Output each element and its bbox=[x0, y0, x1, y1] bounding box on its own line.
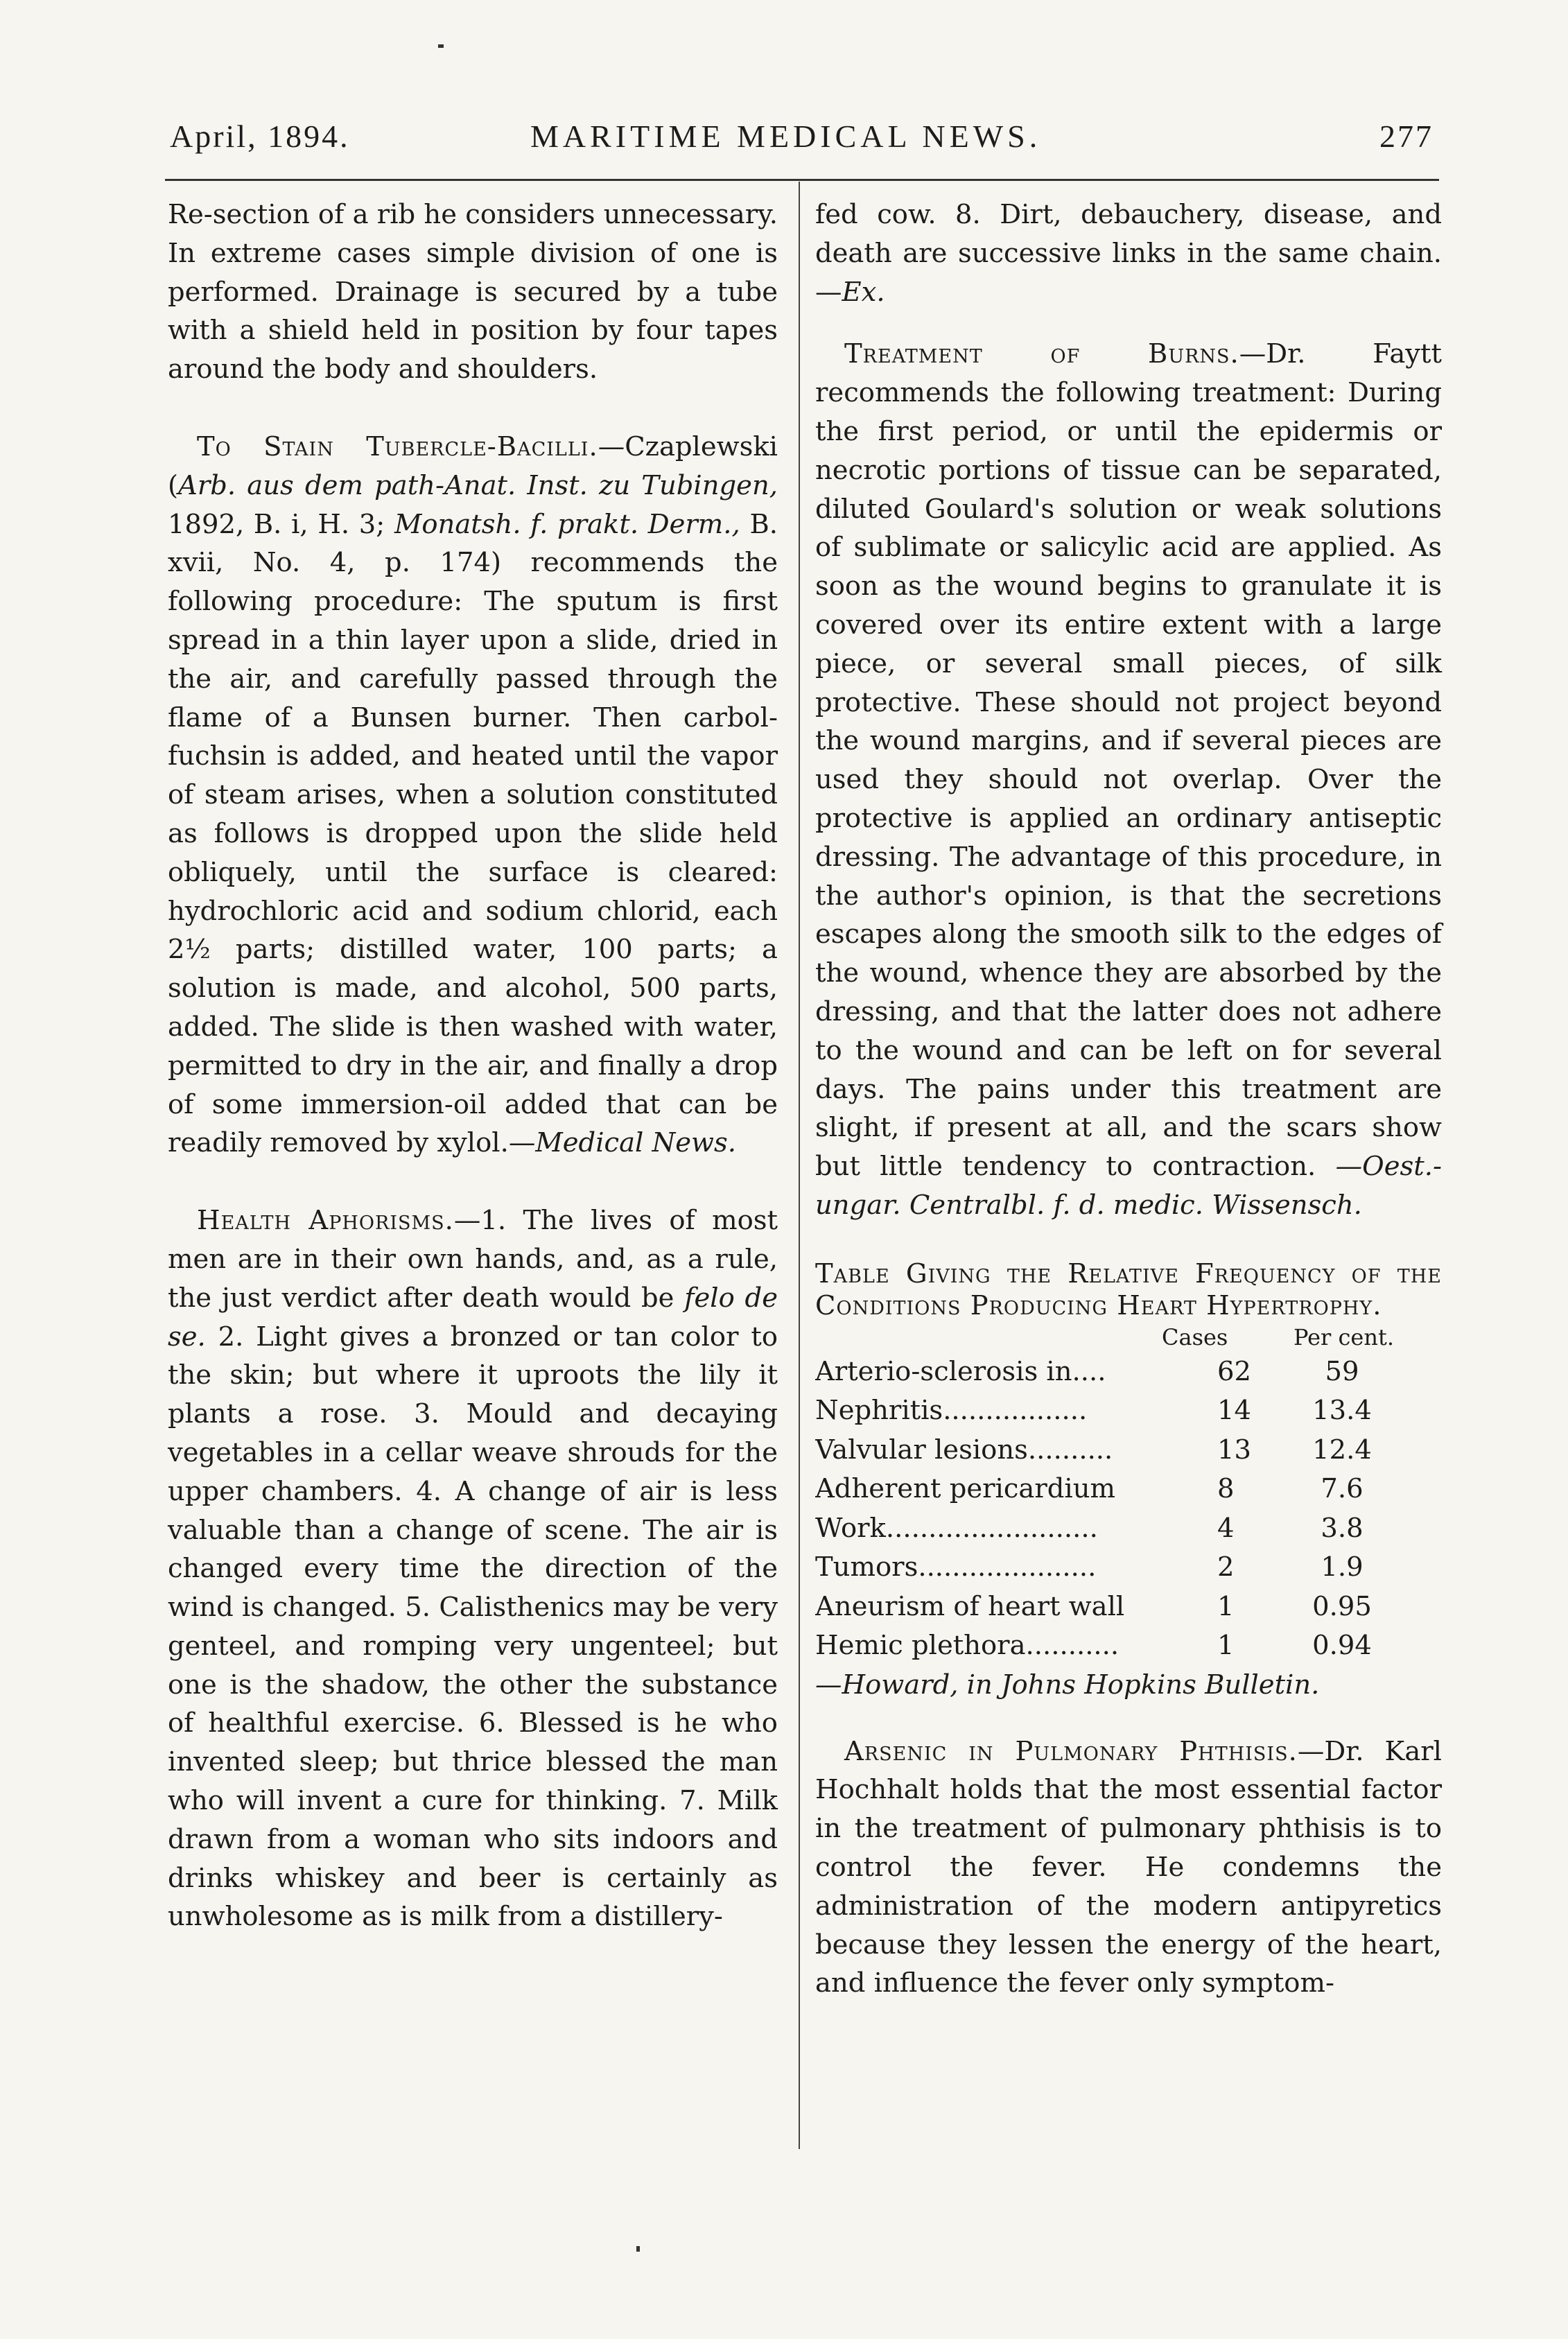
aphorisms-body: 2. Light gives a bronzed or tan color to the skin; but where it uproots the lily it plants a rose. 3. Mould and decaying vegetables in a cellar weave shrouds for the upper chambers. 4. A change of air is less valuable than a change of scene. The air is changed every time the direction of the wind is changed. 5. Calisthenics may be very genteel, and romping very ungenteel; but one is the shadow, the other the substance of healthful exercise. 6. Blessed is he who invented sleep; but thrice blessed the man who will invent a cure for thinking. 7. Milk drawn from a woman who sits indoors and drinks whiskey and beer is certainly as unwholesome as is milk from a distillery- bbox=[168, 1321, 778, 1933]
table-row: Hemic plethora........... 1 0.94 bbox=[815, 1630, 1372, 1662]
header-rule bbox=[165, 179, 1439, 181]
page-number: 277 bbox=[1379, 119, 1434, 154]
running-header bbox=[0, 118, 1568, 166]
aphorisms-continuation: fed cow. 8. Dirt, debauchery, disease, and death are successive links in the same chain.—Ex. bbox=[815, 199, 1442, 308]
table-row: Arterio-sclerosis in.... 62 59 bbox=[815, 1355, 1359, 1387]
table-row: Aneurism of heart wall 1 0.95 bbox=[815, 1590, 1372, 1622]
resection-paragraph: Re-section of a rib he considers unnecessary. In extreme cases simple division of one is performed. Drainage is secured by a tube with a shield held in position by four tapes around the body and shoulders. bbox=[168, 199, 778, 385]
column-divider bbox=[799, 182, 800, 2149]
issue-date: April, 1894. bbox=[170, 119, 350, 154]
journal-title: MARITIME MEDICAL NEWS. bbox=[530, 119, 1042, 154]
table-credit: —Howard, in Johns Hopkins Bulletin. bbox=[815, 1669, 1320, 1701]
stain-heading: To Stain Tubercle-Bacilli. bbox=[197, 431, 598, 462]
arsenic-heading: Arsenic in Pulmonary Phthisis. bbox=[844, 1735, 1298, 1767]
table-row: Valvular lesions.......... 13 12.4 bbox=[815, 1434, 1372, 1466]
stain-article: To Stain Tubercle-Bacilli.—Czaplewski (Arb. aus dem path-Anat. Inst. zu Tubingen, 1892, B. i, H. 3; Monatsh. f. prakt. Derm., B. xvii, No. 4, p. 174) recommends the following procedure: The sputum is first spread in a thin layer upon a slide, dried in the air, and carefully passed through the flame of a Bunsen burner. Then carbol-fuchsin is added, and heated until the vapor of steam arises, when a solution constituted as follows is dropped upon the slide held obliquely, until the surface is cleared: hydrochloric acid and sodium chlorid, each 2½ parts; distilled water, 100 parts; a solution is made, and alcohol, 500 parts, added. The slide is then washed with water, permitted to dry in the air, and finally a drop of some immersion-oil added that can be readily removed by xylol.—Medical News. bbox=[168, 431, 778, 1159]
stain-reference: Arb. aus dem path-Anat. Inst. zu Tubingen, bbox=[178, 469, 778, 501]
print-speck bbox=[636, 2246, 640, 2252]
table-row: Nephritis................. 14 13.4 bbox=[815, 1395, 1372, 1427]
col-cases-header: Cases bbox=[1162, 1323, 1228, 1350]
aphorisms-article: Health Aphorisms.—1. The lives of most men are in their own hands, and, as a rule, the just verdict after death would be felo de se. 2. Light gives a bronzed or tan color to the skin; but where it uproots the lily it plants a rose. 3. Mould and decaying vegetables in a cellar weave shrouds for the upper chambers. 4. A change of air is less valuable than a change of scene. The air is changed every time the direction of the wind is changed. 5. Calisthenics may be very genteel, and romping very ungenteel; but one is the shadow, the other the substance of healthful exercise. 6. Blessed is he who invented sleep; but thrice blessed the man who will invent a cure for thinking. 7. Milk drawn from a woman who sits indoors and drinks whiskey and beer is certainly as unwholesome as is milk from a distillery- bbox=[168, 1205, 778, 1933]
col-percent-header: Per cent. bbox=[1293, 1323, 1394, 1350]
burns-body: —Dr. Faytt recommends the following treatment: During the first period, or until the epidermis or necrotic portions of tissue can be separated, diluted Goulard's solution or weak solutions of sublimate or salicylic acid are applied. As soon as the wound begins to granulate it is covered over its entire extent with a large piece, or several small pieces, of silk protective. These should not project beyond the wound margins, and if several pieces are used they should not overlap. Over the protective is applied an ordinary antiseptic dressing. The advantage of this procedure, in the author's opinion, is that the secretions escapes along the smooth silk to the edges of the wound, whence they are absorbed by the dressing, and that the latter does not adhere to the wound and can be left on for several days. The pains under this treatment are slight, if present at all, and the scars show but little tendency to contraction. bbox=[815, 338, 1442, 1183]
stain-body: B. xvii, No. 4, p. 174) recommends the following procedure: The sputum is first spread in a thin layer upon a slide, dried in the air, and carefully passed through the flame of a Bunsen burner. Then carbol-fuchsin is added, and heated until the vapor of steam arises, when a solution constituted as follows is dropped upon the slide held obliquely, until the surface is cleared: hydrochloric acid and sodium chlorid, each 2½ parts; distilled water, 100 parts; a solution is made, and alcohol, 500 parts, added. The slide is then washed with water, permitted to dry in the air, and finally a drop of some immersion-oil added that can be readily removed by xylol.— bbox=[168, 508, 778, 1159]
burns-source: —Oest.-ungar. Centralbl. f. d. medic. Wissensch. bbox=[815, 1151, 1442, 1221]
burns-article bbox=[815, 335, 1442, 1224]
hypertrophy-table bbox=[815, 1353, 1442, 1666]
table-row: Tumors..................... 2 1.9 bbox=[815, 1551, 1364, 1583]
right-column bbox=[815, 195, 1442, 2003]
print-speck bbox=[438, 44, 444, 48]
table-row: Adherent pericardium 8 7.6 bbox=[815, 1473, 1364, 1505]
table-caption: Table Giving the Relative Frequency of the Conditions Producing Heart Hypertrophy. bbox=[815, 1258, 1442, 1321]
aphorisms-heading: Health Aphorisms. bbox=[197, 1205, 454, 1237]
arsenic-article bbox=[815, 1732, 1442, 2003]
left-column bbox=[168, 195, 778, 1936]
burns-heading: Treatment of Burns. bbox=[844, 338, 1239, 370]
stain-source: Medical News. bbox=[535, 1127, 736, 1159]
table-header bbox=[815, 1322, 1442, 1353]
arsenic-body: —Dr. Karl Hochhalt holds that the most essential factor in the treatment of pulmonary phthisis is to control the fever. He condemns the administration of the modern antipyretics because they lessen the energy of the heart, and influence the fever only symptom- bbox=[815, 1735, 1442, 1999]
table-row: Work......................... 4 3.8 bbox=[815, 1512, 1364, 1544]
